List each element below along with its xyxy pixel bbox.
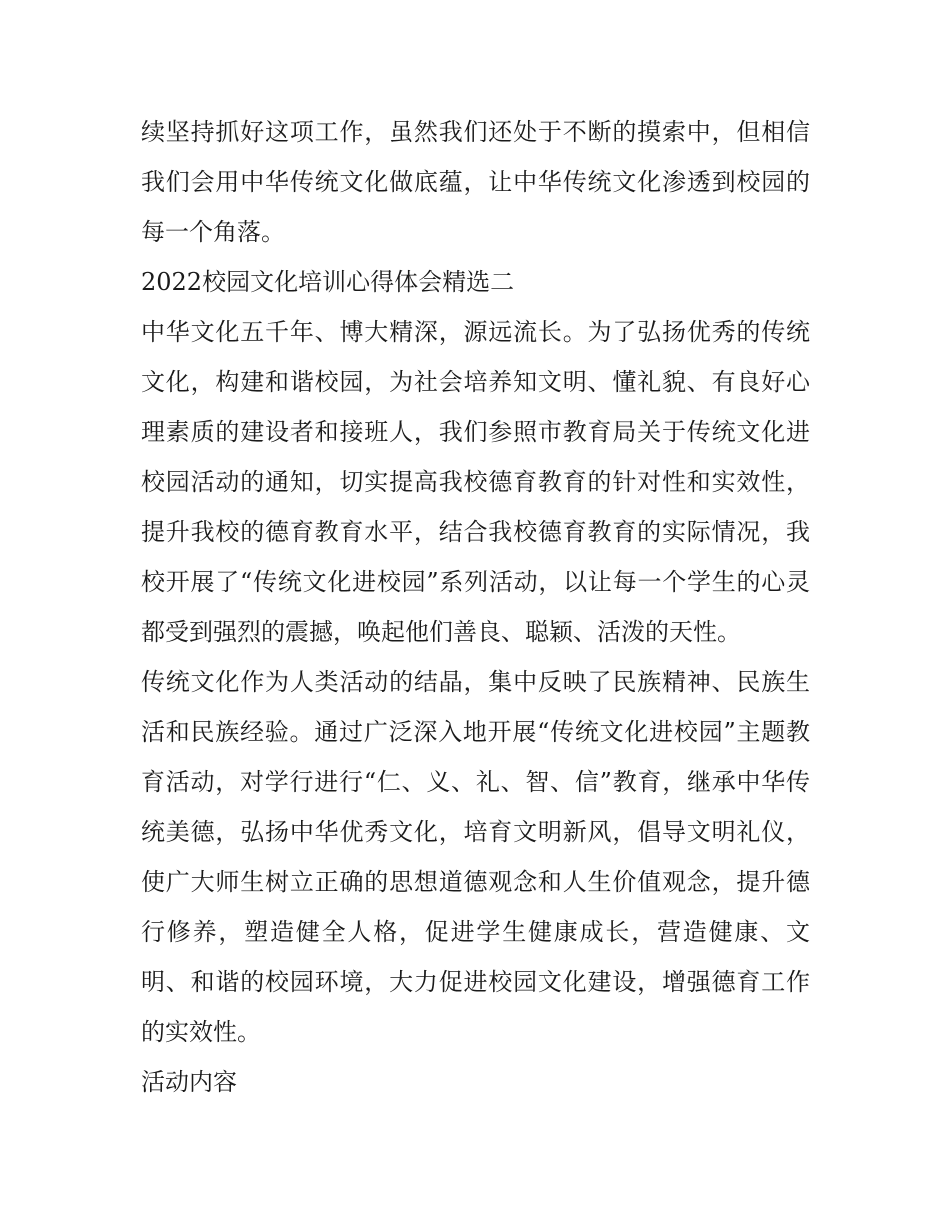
text-line: 2022校园文化培训心得体会精选二 — [141, 268, 515, 296]
text-line: 续坚持抓好这项工作，虽然我们还处于不断的摸索中，但相信 — [141, 118, 810, 146]
text-line: 活和民族经验。通过广泛深入地开展“传统文化进校园”主题教 — [141, 718, 810, 746]
text-line: 理素质的建设者和接班人，我们参照市教育局关于传统文化进 — [141, 418, 810, 446]
text-line: 都受到强烈的震撼，唤起他们善良、聪颖、活泼的天性。 — [141, 618, 741, 646]
text-line: 行修养，塑造健全人格，促进学生健康成长，营造健康、文 — [141, 918, 810, 946]
text-line: 提升我校的德育教育水平，结合我校德育教育的实际情况，我 — [141, 518, 810, 546]
text-line: 我们会用中华传统文化做底蕴，让中华传统文化渗透到校园的 — [141, 168, 810, 196]
text-line: 中华文化五千年、博大精深，源远流长。为了弘扬优秀的传统 — [141, 318, 810, 346]
text-line: 使广大师生树立正确的思想道德观念和人生价值观念，提升德 — [141, 868, 810, 896]
text-line: 每一个角落。 — [141, 218, 285, 246]
text-line: 校园活动的通知，切实提高我校德育教育的针对性和实效性， — [141, 468, 810, 496]
text-line: 的实效性。 — [141, 1018, 261, 1046]
text-line: 明、和谐的校园环境，大力促进校园文化建设，增强德育工作 — [141, 968, 810, 996]
text-line: 文化，构建和谐校园，为社会培养知文明、懂礼貌、有良好心 — [141, 368, 810, 396]
text-line: 校开展了“传统文化进校园”系列活动，以让每一个学生的心灵 — [141, 568, 810, 596]
text-line: 传统文化作为人类活动的结晶，集中反映了民族精神、民族生 — [141, 668, 810, 696]
text-line: 育活动，对学行进行“仁、义、礼、智、信”教育，继承中华传 — [141, 768, 810, 796]
text-line: 统美德，弘扬中华优秀文化，培育文明新风，倡导文明礼仪， — [141, 818, 810, 846]
text-line: 活动内容 — [141, 1068, 237, 1096]
